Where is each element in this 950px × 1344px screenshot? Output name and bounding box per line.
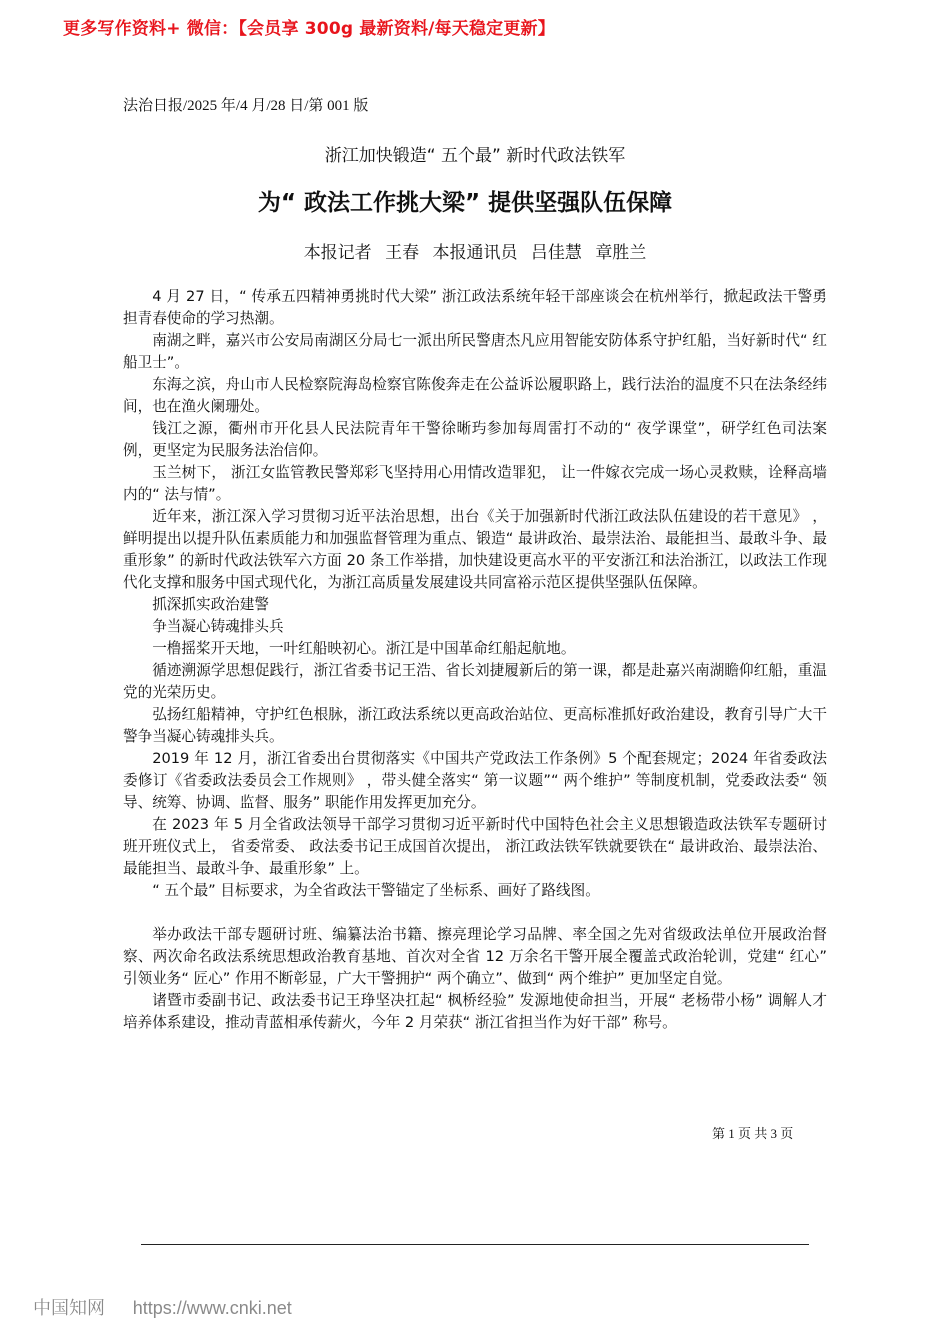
paragraph: 在 2023 年 5 月全省政法领导干部学习贯彻习近平新时代中国特色社会主义思想锻造政法铁军专题研讨班开班仪式上， 省委常委、 政法委书记王成国首次提出， 浙江政法铁军铁就要铁在“ 最讲政治、最崇法治、最能担当、最敢斗争、最重形象” 上。 (123, 816, 828, 877)
paragraph: “ 五个最” 目标要求，为全省政法干警锚定了坐标系、画好了路线图。 (152, 882, 600, 899)
article-title: 为“ 政法工作挑大梁” 提供坚强队伍保障 (257, 190, 673, 216)
dateline: 法治日报/2025 年/4 月/28 日/第 001 版 (123, 98, 369, 114)
paragraph: 玉兰树下， 浙江女监管教民警郑彩飞坚持用心用情改造罪犯， 让一件嫁衣完成一场心灵救赎，诠释高墙内的“ 法与情”。 (123, 464, 827, 503)
paragraph: 钱江之源，衢州市开化县人民法院青年干警徐晰玙参加每周雷打不动的“ 夜学课堂”，研学红色司法案例，更坚定为民服务法治信仰。 (123, 420, 827, 459)
article-subtitle: 浙江加快锻造“ 五个最” 新时代政法铁军 (324, 146, 626, 166)
paragraph: 南湖之畔，嘉兴市公安局南湖区分局七一派出所民警唐杰凡应用智能安防体系守护红船，当好新时代“ 红船卫士”。 (123, 332, 827, 371)
byline-author: 吕佳慧 (530, 243, 582, 263)
paragraph: 一橹摇桨开天地，一叶红船映初心。浙江是中国革命红船起航地。 (152, 640, 576, 657)
article-body (123, 286, 827, 1034)
byline (0, 238, 950, 263)
byline-author: 章胜兰 (595, 243, 647, 263)
paragraph: 循迹溯源学思想促践行，浙江省委书记王浩、省长刘捷履新后的第一课，都是赴嘉兴南湖瞻仰红船，重温党的光荣历史。 (123, 662, 827, 701)
section-heading: 争当凝心铸魂排头兵 (152, 618, 284, 635)
paragraph: 诸暨市委副书记、政法委书记王琤坚决扛起“ 枫桥经验” 发源地使命担当，开展“ 老杨带小杨” 调解人才培养体系建设，推动青蓝相承传薪火，今年 2 月荣获“ 浙江省担当作为好干部” 称号。 (123, 992, 827, 1031)
paragraph: 东海之滨，舟山市人民检察院海岛检察官陈俊奔走在公益诉讼履职路上，践行法治的温度不只在法条经纬间，也在渔火阑珊处。 (123, 376, 827, 415)
watermark-site-name: 中国知网 (33, 1298, 105, 1319)
watermark (33, 1294, 292, 1320)
section-heading: 抓深抓实政治建警 (152, 596, 269, 613)
paragraph: 举办政法干部专题研讨班、编纂法治书籍、擦亮理论学习品牌、率全国之先对省级政法单位开展政治督察、两次命名政法系统思想政治教育基地、首次对全省 12 万余名干警开展全覆盖式政治轮训，党建“ 红心” 引领业务“ 匠心” 作用不断彰显，广大干警拥护“ 两个确立”、做到“ 两个维护” 更加坚定自觉。 (123, 926, 827, 987)
paragraph: 4 月 27 日，“ 传承五四精神勇挑时代大梁” 浙江政法系统年轻干部座谈会在杭州举行，掀起政法干警勇担青春使命的学习热潮。 (123, 288, 827, 327)
paragraph: 2019 年 12 月，浙江省委出台贯彻落实《中国共产党政法工作条例》5 个配套规定；2024 年省委政法委修订《省委政法委员会工作规则》 ，带头健全落实“ 第一议题”“ 两个维护” 等制度机制，党委政法委“ 领导、统筹、协调、监督、服务” 职能作用发挥更加充分。 (123, 750, 827, 811)
watermark-url: https://www.cnki.net (132, 1298, 292, 1318)
page-indicator: 第 1 页 共 3 页 (712, 1126, 794, 1141)
footer-divider (141, 1244, 809, 1245)
byline-role: 本报记者 (303, 243, 372, 263)
byline-author: 王春 (385, 243, 420, 263)
byline-role: 本报通讯员 (432, 243, 518, 263)
promo-banner: 更多写作资料+ 微信：【会员享 300g 最新资料/每天稳定更新】 (63, 19, 555, 39)
paragraph: 弘扬红船精神，守护红色根脉，浙江政法系统以更高政治站位、更高标准抓好政治建设，教育引导广大干警争当凝心铸魂排头兵。 (123, 706, 827, 745)
paragraph: 近年来，浙江深入学习贯彻习近平法治思想，出台《关于加强新时代浙江政法队伍建设的若干意见》 ，鲜明提出以提升队伍素质能力和加强监督管理为重点、锻造“ 最讲政治、最崇法治、最能担当、最敢斗争、最重形象” 的新时代政法铁军六方面 20 条工作举措，加快建设更高水平的平安浙江和法治浙江，以政法工作现代化支撑和服务中国式现代化，为浙江高质量发展建设共同富裕示范区提供坚强队伍保障。 (123, 508, 827, 591)
